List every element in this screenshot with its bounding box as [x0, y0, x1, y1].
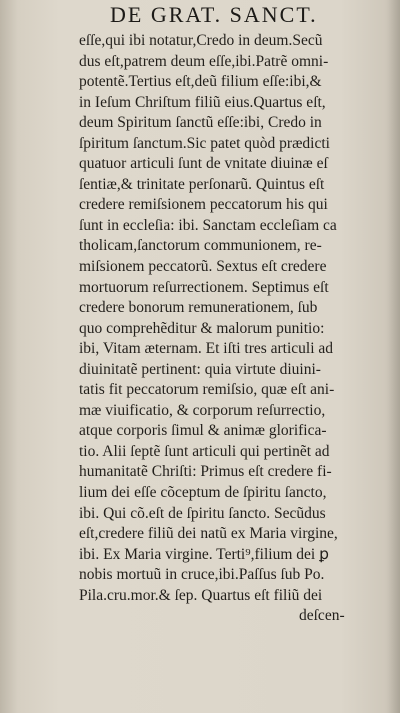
- text-line: quo comprehẽditur & malorum punitio:: [79, 319, 325, 337]
- text-line: ſpiritum ſanctum.Sic patet quòd prædicti: [79, 134, 330, 152]
- text-line: quatuor articuli ſunt de vnitate diuinæ eſ: [79, 155, 328, 173]
- text-line: Pila.cru.mor.& ſep. Quartus eſt filiũ dei: [79, 586, 323, 604]
- page-edge-shadow: [388, 0, 400, 713]
- text-line: humanitatẽ Chriſti: Primus eſt credere fi-: [79, 463, 332, 481]
- text-line: ſentiæ,& trinitate perſonarũ. Quintus eſt: [79, 175, 325, 193]
- text-line: ibi, Vitam æternam. Et iſti tres articuli ad: [79, 340, 334, 358]
- text-line: atque corporis ſimul & animæ glorifica-: [79, 422, 327, 440]
- text-line: eſſe,qui ibi notatur,Credo in deum.Secũ: [79, 32, 323, 49]
- text-line: credere remiſsionem peccatorum his qui: [79, 196, 328, 214]
- text-line: tholicam,ſanctorum communionem, re-: [79, 237, 322, 255]
- text-line: potentẽ.Tertius eſt,deũ filium eſſe:ibi,&: [79, 73, 322, 91]
- text-line: deum Spiritum ſanctũ eſſe:ibi, Credo in: [79, 114, 322, 132]
- text-line: credere bonorum remunerationem, ſub: [79, 299, 318, 317]
- text-line: ſunt in eccleſia: ibi. Sanctam eccleſiam ca: [79, 216, 337, 234]
- text-line: diuinitatẽ pertinent: quia virtute diuini-: [79, 360, 321, 378]
- text-line: miſsionem peccatorũ. Sextus eſt credere: [79, 258, 327, 276]
- text-block: [79, 31, 395, 627]
- text-line: eſt,credere filiũ dei natũ ex Maria virgine,: [79, 525, 338, 543]
- text-line: in Ieſum Chriſtum filiũ eius.Quartus eſt,: [79, 93, 326, 111]
- text-line: tatis fit peccatorum remiſsio, quæ eſt ani-: [79, 381, 335, 399]
- text-line: tio. Alii ſeptẽ ſunt articuli qui pertinẽt ad: [79, 442, 330, 460]
- text-line: dus eſt,patrem deum eſſe,ibi.Patrẽ omni-: [79, 52, 329, 70]
- running-head: DE GRAT. SANCT.: [110, 2, 318, 27]
- text-line: nobis mortuũ in cruce,ibi.Paſſus ſub Po.: [79, 566, 325, 584]
- text-line: ibi. Ex Maria virgine. Terti⁹,filium dei ꝑ: [79, 545, 329, 563]
- catchword: deſcen-: [299, 607, 345, 625]
- text-line: lium dei eſſe cõceptum de ſpiritu ſancto,: [79, 484, 327, 502]
- text-line: ibi. Qui cõ.eſt de ſpiritu ſancto. Secũdus: [79, 504, 326, 522]
- text-line: mortuorum reſurrectionem. Septimus eſt: [79, 278, 329, 296]
- text-line: mæ viuificatio, & corporum reſurrectio,: [79, 401, 326, 419]
